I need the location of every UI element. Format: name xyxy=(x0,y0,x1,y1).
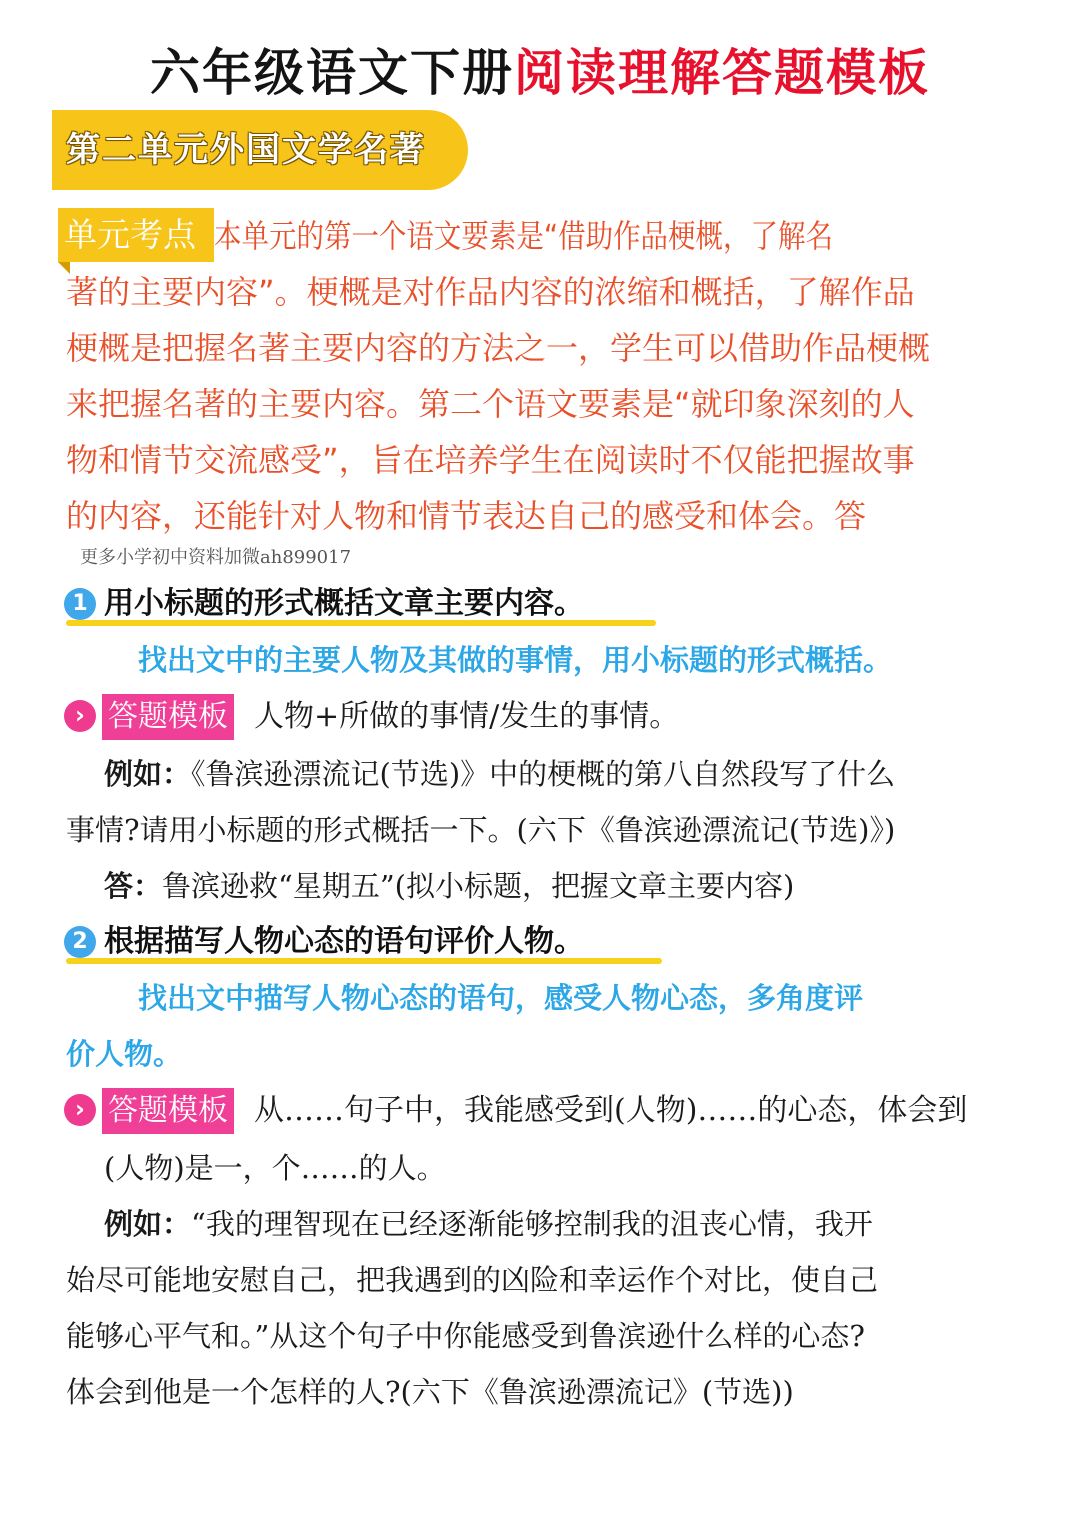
contact-note: 更多小学初中资料加微ah899017 xyxy=(80,547,352,568)
section-2-template-tag: 答题模板 xyxy=(102,1088,234,1134)
chevron-right-icon: › xyxy=(64,700,96,732)
title-black-part: 六年级语文下册 xyxy=(150,44,514,102)
exam-points-line: 梗概是把握名著主要内容的方法之一，学生可以借助作品梗概 xyxy=(66,329,931,367)
section-2-example-line: 体会到他是一个怎样的人?(六下《鲁滨逊漂流记》(节选)) xyxy=(66,1375,794,1409)
section-2-title: 根据描写人物心态的语句评价人物。 xyxy=(104,924,584,959)
section-1-example-line xyxy=(104,754,895,794)
section-2-example-line xyxy=(104,1204,873,1244)
section-2-hint-line: 价人物。 xyxy=(66,1037,183,1071)
exam-points-line: 著的主要内容”。梗概是对作品内容的浓缩和概括，了解作品 xyxy=(66,273,915,311)
section-2-number-badge: 2 xyxy=(64,926,96,958)
section-2-template-text: 从……句子中，我能感受到(人物)……的心态，体会到 xyxy=(254,1093,968,1128)
section-1-answer-lead: 答： xyxy=(104,869,163,903)
section-1-hint: 找出文中的主要人物及其做的事情，用小标题的形式概括。 xyxy=(138,643,893,677)
section-2-example-lead: 例如： xyxy=(104,1207,192,1241)
exam-points-line: 来把握名著的主要内容。第二个语文要素是“就印象深刻的人 xyxy=(66,385,915,423)
page-title xyxy=(0,38,1080,108)
section-2-example-text: “我的理智现在已经逐渐能够控制我的沮丧心情，我开 xyxy=(191,1207,873,1241)
section-2-example-line: 始尽可能地安慰自己，把我遇到的凶险和幸运作个对比，使自己 xyxy=(66,1263,879,1297)
section-2-hint-line: 找出文中描写人物心态的语句，感受人物心态，多角度评 xyxy=(138,981,864,1015)
section-1-answer-text: 鲁滨逊救“星期五”(拟小标题，把握文章主要内容) xyxy=(162,869,795,903)
section-1-template-tag: 答题模板 xyxy=(102,694,234,740)
section-1-number-badge: 1 xyxy=(64,588,96,620)
exam-points-line: 本单元的第一个语文要素是“借助作品梗概，了解名 xyxy=(214,217,833,255)
chevron-right-icon: › xyxy=(64,1094,96,1126)
section-1-title: 用小标题的形式概括文章主要内容。 xyxy=(104,586,584,621)
exam-points-line: 物和情节交流感受”，旨在培养学生在阅读时不仅能把握故事 xyxy=(66,441,915,479)
section-2-example-line: 能够心平气和。”从这个句子中你能感受到鲁滨逊什么样的心态? xyxy=(66,1319,865,1353)
title-red-part: 阅读理解答题模板 xyxy=(514,44,930,102)
section-1-example-lead: 例如： xyxy=(104,757,192,791)
unit-banner-text: 第二单元外国文学名著 xyxy=(66,130,426,170)
section-1-example-line: 事情?请用小标题的形式概括一下。(六下《鲁滨逊漂流记(节选)》) xyxy=(66,813,896,847)
exam-points-line: 的内容，还能针对人物和情节表达自己的感受和体会。答 xyxy=(66,497,867,535)
section-1-answer-line xyxy=(104,866,794,906)
exam-points-label: 单元考点 xyxy=(64,215,196,254)
section-1-example-text: 《鲁滨逊漂流记(节选)》中的梗概的第八自然段写了什么 xyxy=(191,757,896,791)
section-1-template-text: 人物+所做的事情/发生的事情。 xyxy=(254,699,680,734)
section-2-template-text-cont: (人物)是一，个……的人。 xyxy=(104,1151,446,1185)
